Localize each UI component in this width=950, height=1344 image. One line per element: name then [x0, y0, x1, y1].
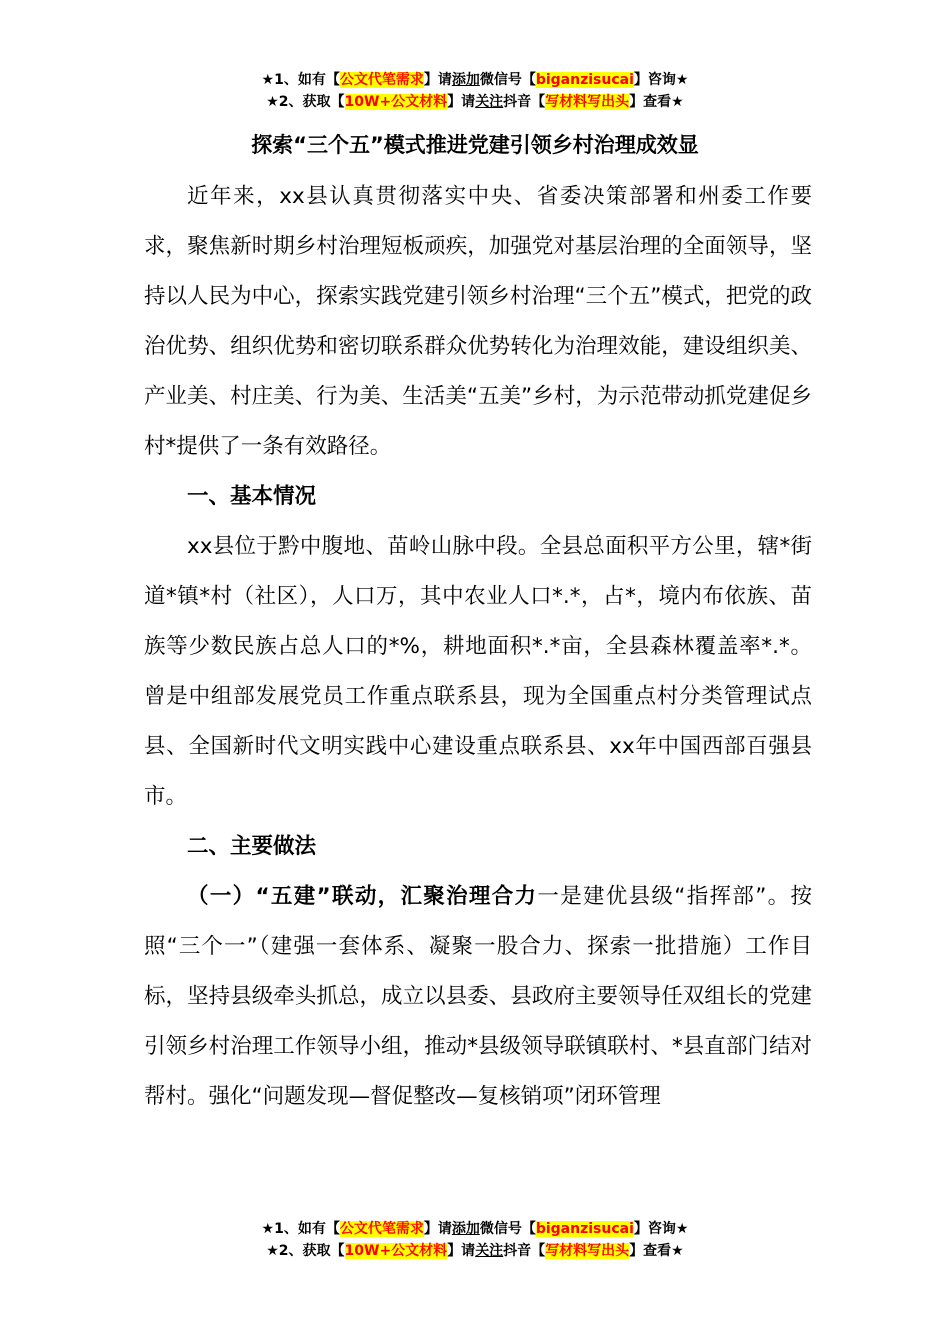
document-title: 探索“三个五”模式推进党建引领乡村治理成效显	[251, 133, 699, 157]
promo-line-1	[0, 69, 950, 91]
practice-paragraph-1	[144, 872, 812, 1122]
promo-underline: 添加	[451, 1221, 480, 1237]
promo-highlight: biganzisucai	[535, 72, 634, 88]
promo-text: 抖音【	[503, 94, 546, 110]
section-heading-practices: 二、主要做法	[187, 834, 317, 859]
promo-underline: 添加	[451, 72, 480, 88]
basic-info-paragraph: xx县位于黔中腹地、苗岭山脉中段。全县总面积平方公里，辖*街道*镇*村（社区），人口万，其中农业人口*.*，占*，境内布依族、苗族等少数民族占总人口的*%，耕地面积*.*亩，全县森林覆盖率*.*。曾是中组部发展党员工作重点联系县，现为全国重点村分类管理试点县、全国新时代文明实践中心建设重点联系县、xx年中国西部百强县市。	[144, 534, 812, 809]
promo-banner-top	[0, 69, 950, 113]
promo-highlight: 10W+公文材料	[344, 94, 448, 110]
promo-highlight: 写材料写出头	[545, 94, 630, 110]
promo-text: 】请	[447, 94, 476, 110]
promo-text: ★2、获取【	[266, 94, 345, 110]
practice-body-text: 一是建优县级“指挥部”。按照“三个一”（建强一套体系、凝聚一股合力、探索一批措施）工作目标，坚持县级牵头抓总，成立以县委、县政府主要领导任双组长的党建引领乡村治理工作领导小组，推动*县级领导联镇联村、*县直部门结对帮村。强化“问题发现—督促整改—复核销项”闭环管理	[144, 884, 813, 1109]
promo-text: ★1、如有【	[261, 72, 340, 88]
section-heading-basic: 一、基本情况	[187, 484, 317, 509]
promo-highlight: 10W+公文材料	[344, 1243, 448, 1259]
document-body	[144, 172, 812, 1122]
promo-text: 抖音【	[503, 1243, 546, 1259]
promo-highlight: 公文代笔需求	[339, 72, 424, 88]
promo-text: 】请	[447, 1243, 476, 1259]
promo-underline: 关注	[475, 1243, 504, 1259]
promo-line-2	[0, 1240, 950, 1262]
promo-line-2	[0, 91, 950, 113]
promo-banner-bottom	[0, 1218, 950, 1262]
promo-text: 微信号【	[479, 72, 536, 88]
intro-paragraph: 近年来，xx县认真贯彻落实中央、省委决策部署和州委工作要求，聚焦新时期乡村治理短板顽疾，加强党对基层治理的全面领导，坚持以人民为中心，探索实践党建引领乡村治理“三个五”模式，把党的政治优势、组织优势和密切联系群众优势转化为治理效能，建设组织美、产业美、村庄美、行为美、生活美“五美”乡村，为示范带动抓党建促乡村*提供了一条有效路径。	[144, 184, 812, 459]
subheading-five-builds: （一）“五建”联动，汇聚治理合力	[187, 884, 538, 909]
promo-text: 】请	[423, 72, 452, 88]
promo-text: 】咨询★	[633, 72, 689, 88]
promo-highlight: biganzisucai	[535, 1221, 634, 1237]
promo-highlight: 写材料写出头	[545, 1243, 630, 1259]
promo-text: 】咨询★	[633, 1221, 689, 1237]
promo-underline: 关注	[475, 94, 504, 110]
promo-text: ★2、获取【	[266, 1243, 345, 1259]
promo-text: 微信号【	[479, 1221, 536, 1237]
promo-text: 】查看★	[629, 94, 684, 110]
promo-highlight: 公文代笔需求	[339, 1221, 424, 1237]
promo-text: 】查看★	[629, 1243, 684, 1259]
promo-text: 】请	[423, 1221, 452, 1237]
promo-line-1	[0, 1218, 950, 1240]
promo-text: ★1、如有【	[261, 1221, 340, 1237]
